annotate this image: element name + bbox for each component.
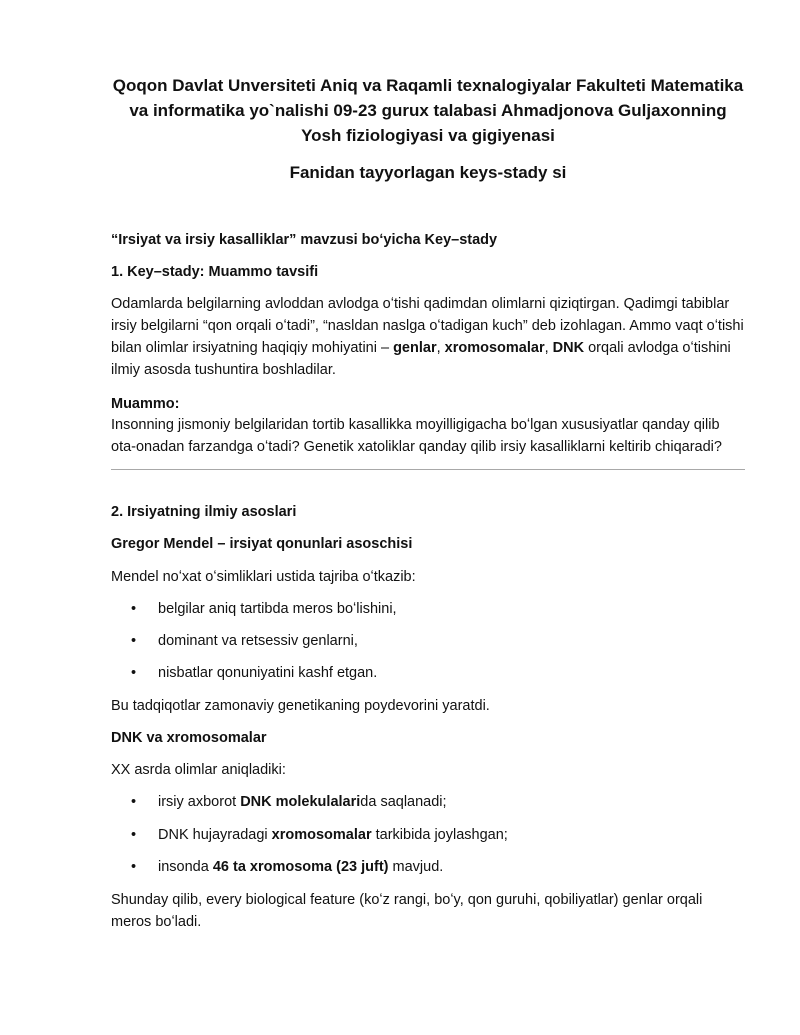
list-item-text — [158, 824, 508, 846]
section2-heading: 2. Irsiyatning ilmiy asoslari — [111, 504, 297, 520]
problem-label: Muammo: — [111, 396, 180, 412]
mendel-heading: Gregor Mendel – irsiyat qonunlari asoschisi — [111, 536, 413, 552]
bullet-icon: • — [131, 665, 137, 681]
bold-dnk: DNK — [552, 340, 585, 356]
bold-xromosomalar: xromosomalar — [444, 340, 545, 356]
list-item-text — [158, 856, 443, 878]
section1-paragraph — [111, 293, 745, 381]
dnk-b2-pre: DNK hujayradagi — [158, 827, 272, 843]
section1-paragraph-part2: orqali avlodga oʻtishini ilmiy asosda tushuntira boshladilar. — [111, 340, 731, 378]
section1-heading: 1. Key–stady: Muammo tavsifi — [111, 264, 319, 280]
separator-1: , — [436, 340, 445, 356]
document-subtitle: Fanidan tayyorlagan keys-stady si — [289, 163, 567, 182]
dnk-b1-bold: DNK molekulalari — [240, 794, 361, 810]
separator-2: , — [544, 340, 553, 356]
document-title: Qoqon Davlat Unversiteti Aniq va Raqamli texnalogiyalar Fakulteti Matematika va informatika yo`nalishi 09-23 gurux talabasi Ahmadjonova Guljaxonning Yosh fiziologiyasi va gigiyenasi — [112, 76, 744, 145]
bullet-icon: • — [131, 601, 137, 617]
dnk-b2-post: tarkibida joylashgan; — [371, 827, 508, 843]
dnk-heading: DNK va xromosomalar — [111, 730, 267, 746]
dnk-b3-pre: insonda — [158, 859, 213, 875]
dnk-intro: XX asrda olimlar aniqladiki: — [111, 762, 286, 778]
mendel-conclusion: Bu tadqiqotlar zamonaviy genetikaning poydevorini yaratdi. — [111, 698, 490, 714]
bullet-icon: • — [131, 859, 137, 875]
section1-paragraph-part1: Odamlarda belgilarning avloddan avlodga oʻtishi qadimdan olimlarni qiziqtirgan. Qadimgi tabiblar irsiy belgilarni “qon orqali oʻtadi”, “nasldan naslga oʻtadigan kuch” deb izohlagan. Ammo vaqt oʻtishi bilan olimlar irsiyatning haqiqiy mohiyatini – — [111, 296, 744, 356]
list-item-text: nisbatlar qonuniyatini kashf etgan. — [158, 665, 378, 681]
list-item-text: belgilar aniq tartibda meros boʻlishini, — [158, 601, 397, 617]
list-item-text — [158, 791, 447, 813]
topic-heading: “Irsiyat va irsiy kasalliklar” mavzusi boʻyicha Key–stady — [111, 232, 498, 248]
dnk-b1-post: da saqlanadi; — [360, 794, 447, 810]
dnk-b3-post: mavjud. — [388, 859, 444, 875]
problem-text: Insonning jismoniy belgilaridan tortib kasallikka moyilligigacha boʻlgan xususiyatlar qanday qilib ota-onadan farzandga oʻtadi? Genetik xatoliklar qanday qilib irsiy kasalliklarni keltirib chiqaradi? — [111, 417, 722, 455]
bullet-icon: • — [131, 794, 137, 810]
dnk-b2-bold: xromosomalar — [271, 827, 372, 843]
bullet-icon: • — [131, 827, 137, 843]
dnk-b1-pre: irsiy axborot — [158, 794, 241, 810]
horizontal-divider — [111, 469, 745, 470]
dnk-b3-bold: 46 ta xromosoma (23 juft) — [212, 859, 389, 875]
closing-paragraph: Shunday qilib, every biological feature (koʻz rangi, boʻy, qon guruhi, qobiliyatlar) genlar orqali meros boʻladi. — [111, 892, 703, 930]
bold-genlar: genlar — [393, 340, 437, 356]
bullet-icon: • — [131, 633, 137, 649]
list-item-text: dominant va retsessiv genlarni, — [158, 633, 358, 649]
mendel-intro: Mendel noʻxat oʻsimliklari ustida tajriba oʻtkazib: — [111, 569, 416, 585]
